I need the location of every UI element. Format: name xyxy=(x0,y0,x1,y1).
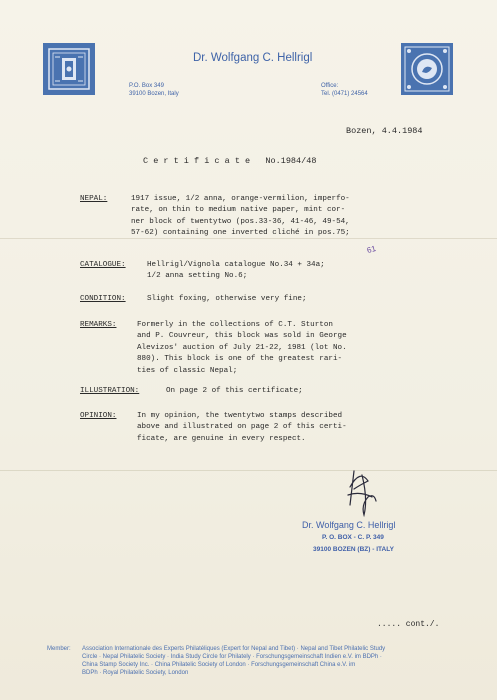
section-line: above and illustrated on page 2 of this certi- xyxy=(137,423,347,432)
letterhead-postal xyxy=(129,82,179,98)
stamp-city: 39100 BOZEN (BZ) - ITALY xyxy=(313,546,394,553)
letterhead-office xyxy=(321,82,368,98)
section-line: In my opinion, the twentytwo stamps described xyxy=(137,412,343,420)
section-line: Hellrigl/Vignola catalogue No.34 + 34a; xyxy=(147,261,325,269)
footer-line: Circle · Nepal Philatelic Society · India Study Circle for Philately · Forschungsgemeinschaft Indien e.V. im BDPh · xyxy=(82,654,382,660)
section-label: CATALOGUE: xyxy=(80,261,126,269)
postal-line-2: 39100 Bozen, Italy xyxy=(129,91,179,97)
section-label: CONDITION: xyxy=(80,295,126,303)
section-line: ner block of twentytwo (pos.33-36, 41-46, 49-54, xyxy=(131,217,350,226)
continued-note: ..... cont./. xyxy=(377,620,440,629)
footer-line: Association Internationale des Experts Philatéliques (Expert for Nepal and Tibet) · Nepal and Tibet Philatelic Study xyxy=(82,646,386,652)
section-label: OPINION: xyxy=(80,412,117,420)
section-line: Formerly in the collections of C.T. Sturton xyxy=(137,321,333,329)
stamp-box: P. O. BOX - C. P. 349 xyxy=(322,534,384,541)
stamp-name: Dr. Wolfgang C. Hellrigl xyxy=(302,520,396,530)
section-label: ILLUSTRATION: xyxy=(80,387,140,395)
section-line: 880). This block is one of the greatest rari- xyxy=(137,355,343,364)
letterhead-name: Dr. Wolfgang C. Hellrigl xyxy=(193,52,313,64)
section-line: ties of classic Nepal; xyxy=(137,366,238,375)
handwritten-annotation: 61 xyxy=(365,244,377,255)
footer-label: Member: xyxy=(47,646,71,652)
fold-line xyxy=(0,470,497,471)
place-date: Bozen, 4.4.1984 xyxy=(346,126,423,136)
office-phone: Tel. (0471) 24564 xyxy=(321,91,368,97)
footer-list xyxy=(82,645,467,677)
office-label: Office: xyxy=(321,83,339,89)
section-line: 57-62) containing one inverted cliché in pos.75; xyxy=(131,229,350,238)
section-line: Slight foxing, otherwise very fine; xyxy=(147,295,307,303)
section-line: 1/2 anna setting No.6; xyxy=(147,272,248,281)
section-line: 1917 issue, 1/2 anna, orange-vermilion, imperfo- xyxy=(131,195,350,203)
nepal-stamp-logo-left xyxy=(43,43,95,95)
postal-line-1: P.O. Box 349 xyxy=(129,83,164,89)
section-line: On page 2 of this certificate; xyxy=(166,387,303,395)
section-line: ficate, are genuine in every respect. xyxy=(137,434,306,443)
footer-line: China Stamp Society Inc. · China Philatelic Society of London · Forschungsgemeinschaft China e.V. im xyxy=(82,662,356,668)
section-line: and P. Couvreur, this block was sold in George xyxy=(137,332,347,341)
tibet-stamp-logo-right xyxy=(401,43,453,95)
section-label: NEPAL: xyxy=(80,195,108,203)
footer-line: BDPh · Royal Philatelic Society, London xyxy=(82,670,189,676)
section-line: rate, on thin to medium native paper, mint cor- xyxy=(131,206,346,215)
certificate-title: C e r t i f i c a t e No.1984/48 xyxy=(143,156,317,166)
section-label: REMARKS: xyxy=(80,321,117,329)
section-line: Alevizos' auction of July 21-22, 1981 (lot No. xyxy=(137,343,347,352)
